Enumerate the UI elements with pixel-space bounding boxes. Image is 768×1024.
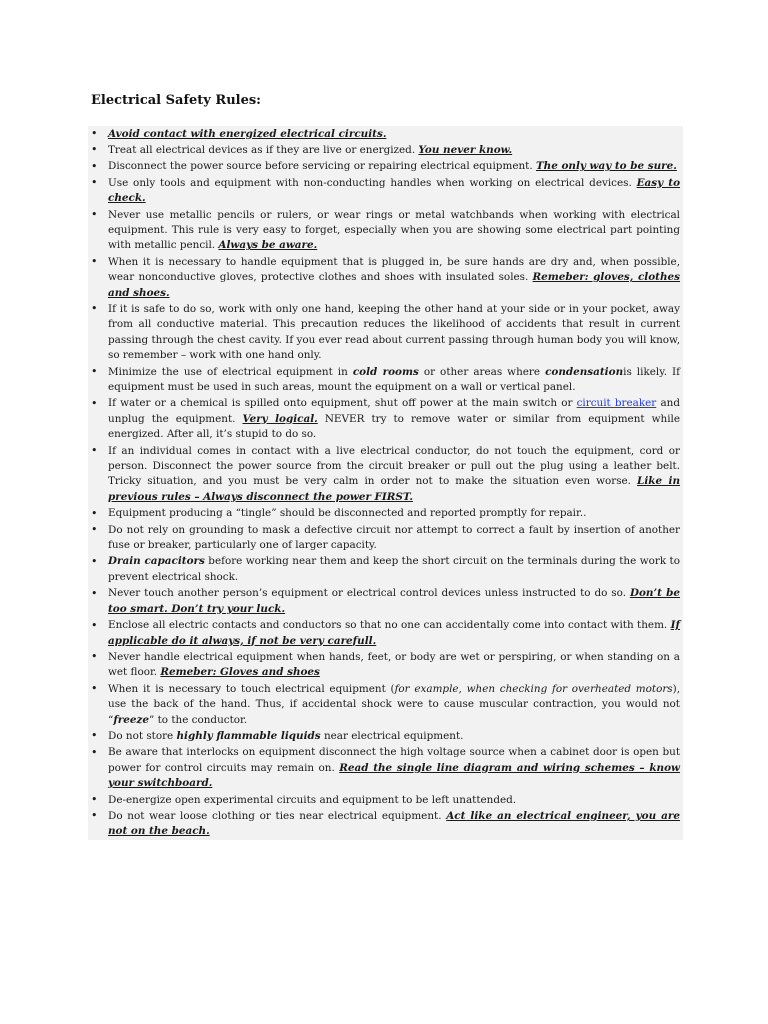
rule-text: is likely. If equipment must be used in such areas, mount the equipment on a wall or vertical panel.	[108, 365, 680, 393]
rule-emphasis: Avoid contact with energized electrical circuits.	[108, 127, 387, 140]
rule-emphasis: You never know.	[418, 143, 513, 156]
rule-emphasis: Drain capacitors	[108, 555, 205, 568]
rule-text: and unplug the equipment.	[108, 397, 680, 425]
rule-text: Enclose all electric contacts and conductors so that no one can accidentally come into contact with them.	[108, 619, 671, 632]
rule-item	[88, 522, 680, 554]
rule-emphasis: condensation	[545, 365, 624, 378]
rule-text: Never handle electrical equipment when hands, feet, or body are wet or perspiring, or when standing on a wet floor.	[108, 650, 680, 679]
rule-text: for example, when checking for overheated motors	[394, 682, 673, 695]
safety-rules-list	[88, 126, 683, 840]
rule-item	[88, 175, 680, 207]
rule-item	[88, 808, 680, 840]
rule-emphasis: The only way to be sure.	[535, 160, 677, 173]
rule-text: When it is necessary to touch electrical equipment (	[108, 682, 395, 695]
rule-item	[88, 728, 680, 744]
rule-text: Never touch another person’s equipment or electrical control devices unless instructed to do so.	[108, 587, 630, 600]
rule-text: If it is safe to do so, work with only one hand, keeping the other hand at your side or in your pocket, away from all conductive material. This precaution reduces the likelihood of accidents that result in current passing through the chest cavity. If you ever read about current passing through human body you will know, so remember – work with one hand only.	[108, 302, 680, 362]
rule-text: or other areas where	[418, 365, 546, 378]
rule-text: If water or a chemical is spilled onto equipment, shut off power at the main switch or	[108, 397, 577, 410]
rule-text: Treat all electrical devices as if they are live or energized.	[108, 143, 419, 156]
rule-emphasis: If applicable do it always, if not be very carefull.	[108, 619, 680, 647]
rule-item	[88, 396, 680, 443]
rule-emphasis: cold rooms	[352, 365, 419, 378]
rule-text: Equipment producing a “tingle” should be disconnected and reported promptly for repair..	[108, 507, 587, 520]
rule-item	[88, 506, 680, 522]
circuit-breaker-link[interactable]: circuit breaker	[576, 397, 657, 410]
rule-text: When it is necessary to handle equipment that is plugged in, be sure hands are dry and, when possible, wear nonconductive gloves, protective clothes and shoes with insulated soles.	[108, 255, 680, 284]
rule-text: Never use metallic pencils or rulers, or wear rings or metal watchbands when working with electrical equipment. This rule is very easy to forget, especially when you are showing some electrical part pointing with metallic pencil.	[108, 208, 680, 252]
rule-text: Do not wear loose clothing or ties near electrical equipment.	[108, 809, 447, 822]
rule-emphasis: Read the single line diagram and wiring schemes – know your switchboard.	[108, 761, 680, 790]
rule-emphasis: highly flammable liquids	[176, 729, 321, 742]
rule-emphasis: freeze	[113, 713, 149, 726]
rule-item	[88, 586, 680, 618]
rule-item	[88, 254, 680, 301]
rule-item	[88, 649, 680, 681]
rule-emphasis: Like in previous rules – Always disconnect the power FIRST.	[108, 475, 680, 503]
rule-item	[88, 618, 680, 650]
rule-emphasis: Remeber: Gloves and shoes	[160, 666, 320, 679]
rule-emphasis: Easy to check.	[108, 176, 680, 205]
rule-text: Be aware that interlocks on equipment disconnect the high voltage source when a cabinet door is open but power for control circuits may remain on.	[108, 746, 680, 774]
rule-item	[88, 142, 680, 158]
rule-item	[88, 554, 680, 586]
rule-item	[88, 745, 680, 792]
rule-text: Use only tools and equipment with non-conducting handles when working on electrical devices.	[108, 176, 637, 189]
rule-item	[88, 126, 680, 142]
rule-item	[88, 207, 680, 254]
rule-text: Minimize the use of electrical equipment in	[108, 365, 353, 378]
rule-text: De-energize open experimental circuits and equipment to be left unattended.	[108, 793, 517, 806]
rule-text: before working near them and keep the short circuit on the terminals during the work to prevent electrical shock.	[108, 555, 680, 583]
rule-text: Do not rely on grounding to mask a defective circuit nor attempt to correct a fault by insertion of another fuse or breaker, particularly one of larger capacity.	[108, 523, 680, 552]
rule-item	[88, 792, 680, 808]
document-title: Electrical Safety Rules:	[91, 93, 261, 108]
rule-text: If an individual comes in contact with a live electrical conductor, do not touch the equipment, cord or person. Disconnect the power source from the circuit breaker or pull out the plug using a leather belt. Tricky situation, and you must be very calm in order not to make the situation even worse.	[108, 444, 680, 488]
rule-text: NEVER try to remove water or similar from equipment while energized. After all, it’s stupid to do so.	[108, 412, 680, 441]
rule-item	[88, 301, 680, 364]
rule-emphasis: Don’t be too smart. Don’t try your luck.	[108, 587, 680, 615]
rule-item	[88, 681, 680, 728]
rule-item	[88, 443, 680, 506]
rule-item	[88, 364, 680, 396]
rule-text: Do not store	[108, 729, 177, 742]
rule-text: Disconnect the power source before servicing or repairing electrical equipment.	[108, 160, 536, 173]
rule-emphasis: Always be aware.	[218, 239, 318, 252]
rule-text: ” to the conductor.	[149, 713, 248, 726]
rule-item	[88, 159, 680, 175]
rule-emphasis: Remeber: gloves, clothes and shoes.	[108, 271, 680, 299]
rule-emphasis: Very logical.	[242, 412, 318, 425]
rule-emphasis: Act like an electrical engineer, you are not on the beach.	[108, 809, 680, 838]
rule-text: ), use the back of the hand. Thus, if accidental shock were to cause muscular contraction, you would not “	[108, 682, 680, 726]
rule-text: near electrical equipment.	[320, 729, 464, 742]
